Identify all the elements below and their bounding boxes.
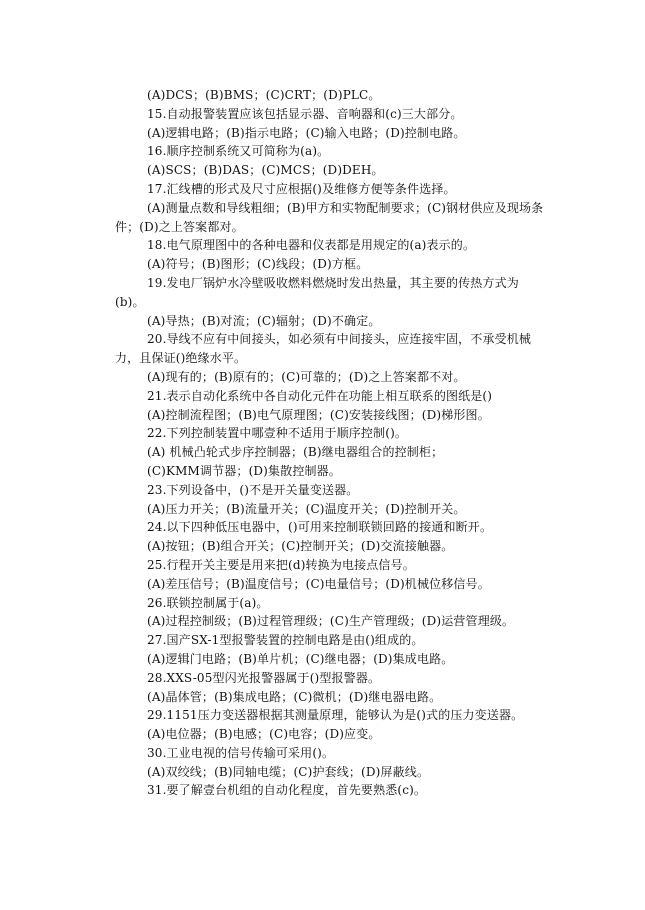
answer-options: (A)按钮；(B)组合开关；(C)控制开关；(D)交流接触器。: [147, 539, 454, 554]
question-text: 17.汇线槽的形式及尺寸应根据()及维修方便等条件选择。: [147, 181, 456, 196]
answer-options: (A)现有的；(B)原有的；(C)可靠的；(D)之上答案都不对。: [147, 369, 466, 384]
question-text: 20.导线不应有中间接头，如必须有中间接头，应连接牢固，不承受机械力，且保证()绝缘水平。: [115, 332, 532, 366]
answer-options: (A)晶体管；(B)集成电路；(C)微机；(D)继电器电路。: [147, 689, 442, 704]
answer-options: (A)双绞线；(B)同轴电缆；(C)护套线；(D)屏蔽线。: [147, 764, 430, 779]
answer-options: (A)控制流程图；(B)电气原理图；(C)安装接线图；(D)梯形图。: [147, 407, 490, 422]
question-text: 28.XXS-05型闪光报警器属于()型报警器。: [147, 670, 381, 685]
answer-options: (A)压力开关；(B)流量开关；(C)温度开关；(D)控制开关。: [147, 501, 466, 516]
question-text: 18.电气原理图中的各种电器和仪表都是用规定的(a)表示的。: [147, 238, 476, 253]
question-text: 16.顺序控制系统又可简称为(a)。: [147, 144, 330, 159]
question-text: 15.自动报警装置应该包括显示器、音响器和(c)三大部分。: [147, 106, 463, 121]
answer-options: (A)DCS；(B)BMS；(C)CRT；(D)PLC。: [147, 88, 381, 102]
question-text: 25.行程开关主要是用来把(d)转换为电接点信号。: [147, 557, 415, 572]
answer-options: (A) 机械凸轮式步序控制器；(B)继电器组合的控制柜；: [147, 445, 444, 460]
question-text: 27.国产SX-1型报警装置的控制电路是由()组成的。: [147, 633, 424, 648]
question-text: 22.下列控制装置中哪壹种不适用于顺序控制()。: [147, 426, 408, 441]
question-text: 23.下列设备中，()不是开关量变送器。: [147, 482, 359, 497]
answer-options: (A)逻辑电路；(B)指示电路；(C)输入电路；(D)控制电路。: [147, 125, 466, 140]
answer-options: (A)过程控制级；(B)过程管理级；(C)生产管理级；(D)运营管理级。: [147, 614, 515, 629]
question-text: 21.表示自动化系统中各自动化元件在功能上相互联系的图纸是(): [147, 388, 493, 403]
document-body: [115, 86, 545, 800]
answer-options: (A)符号；(B)图形；(C)线段；(D)方框。: [147, 257, 369, 272]
answer-options: (A)逻辑门电路；(B)单片机；(C)继电器；(D)集成电路。: [147, 651, 454, 666]
answer-options: (A)差压信号；(B)温度信号；(C)电量信号；(D)机械位移信号。: [147, 576, 490, 591]
answer-options: (A)测量点数和导线粗细；(B)甲方和实物配制要求；(C)钢材供应及现场条件；(D)之上答案都对。: [115, 200, 544, 234]
answer-options: (A)SCS；(B)DAS；(C)MCS；(D)DEH。: [147, 163, 384, 178]
answer-options: (A)电位器；(B)电感；(C)电容；(D)应变。: [147, 727, 381, 742]
question-text: 29.1151压力变送器根据其测量原理，能够认为是()式的压力变送器。: [147, 708, 524, 723]
question-text: 24.以下四种低压电器中，()可用来控制联锁回路的接通和断开。: [147, 520, 493, 535]
answer-options: (C)KMM调节器；(D)集散控制器。: [147, 463, 341, 478]
question-text: 31.要了解壹台机组的自动化程度，首先要熟悉(c)。: [147, 783, 427, 798]
question-text: 26.联锁控制属于(a)。: [147, 595, 269, 610]
question-text: 30.工业电视的信号传输可采用()。: [147, 745, 335, 760]
question-text: 19.发电厂锅炉水冷壁吸收燃料燃烧时发出热量，其主要的传热方式为(b)。: [115, 275, 519, 309]
answer-options: (A)导热；(B)对流；(C)辐射；(D)不确定。: [147, 313, 381, 328]
